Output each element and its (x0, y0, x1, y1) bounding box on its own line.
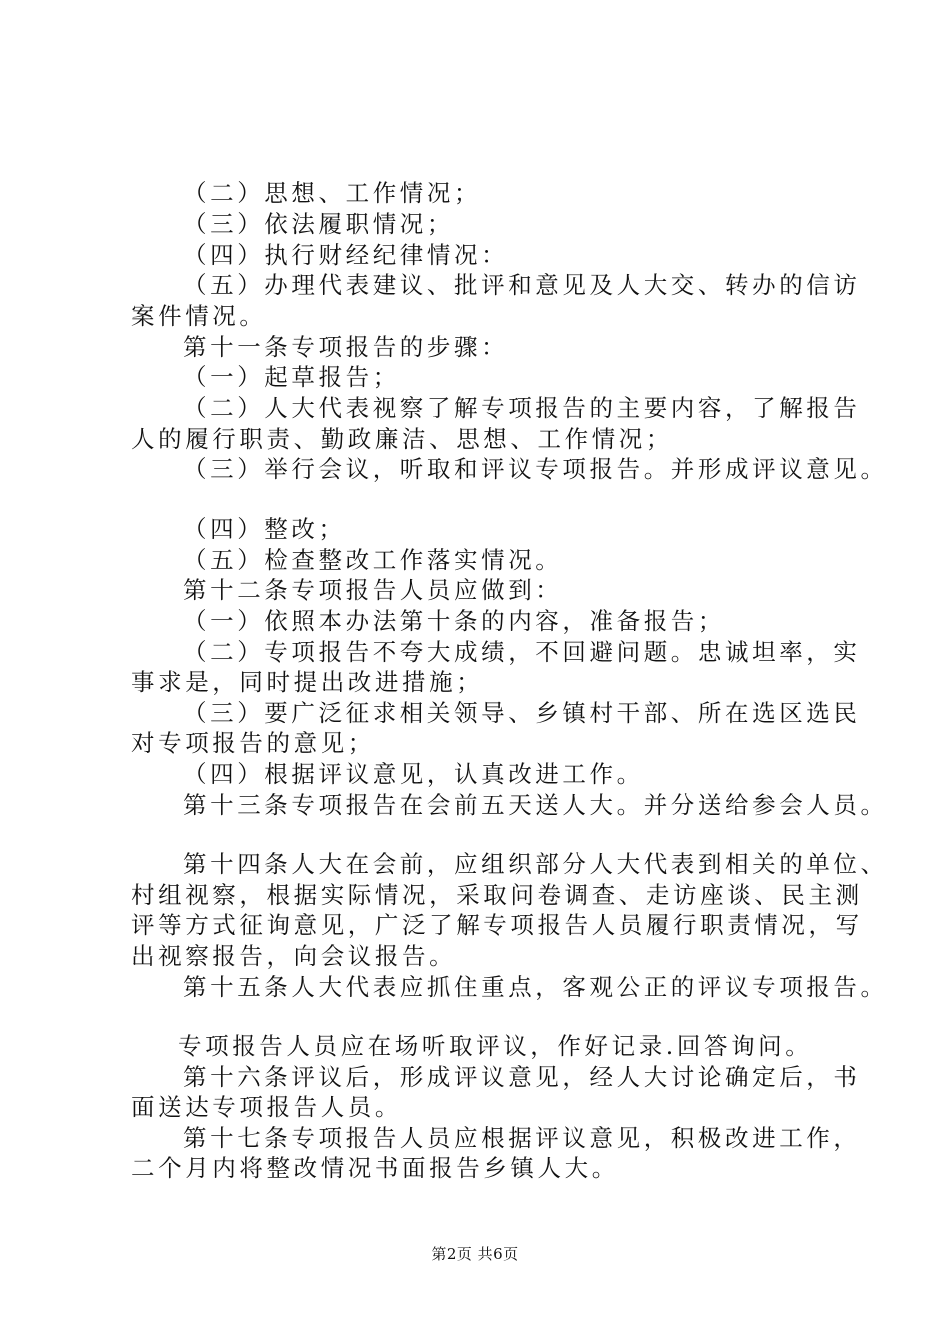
page-number-footer: 第2页 共6页 (431, 1245, 519, 1263)
text-line: 对专项报告的意见； (131, 729, 375, 757)
text-line: （四）根据评议意见，认真改进工作。 (183, 760, 644, 788)
text-line: 村组视察，根据实际情况，采取问卷调查、走访座谈、民主测 (131, 881, 863, 909)
text-line: （一）起草报告； (183, 363, 400, 391)
text-line: 第十二条专项报告人员应做到： (183, 576, 563, 604)
text-line: （二）思想、工作情况； (183, 179, 482, 207)
text-line: （三）要广泛征求相关领导、乡镇村干部、所在选区选民 (183, 699, 861, 727)
text-line: （五）办理代表建议、批评和意见及人大交、转办的信访 (183, 271, 861, 299)
text-line: （四）执行财经纪律情况： (183, 241, 509, 269)
text-line: 专项报告人员应在场听取评议，作好记录.回答询问。 (178, 1032, 813, 1060)
text-line: 事求是，同时提出改进措施； (131, 668, 484, 696)
text-line: 人的履行职责、勤政廉洁、思想、工作情况； (131, 425, 673, 453)
text-line: 第十五条人大代表应抓住重点，客观公正的评议专项报告。 (183, 973, 888, 1001)
text-line: 评等方式征询意见，广泛了解专项报告人员履行职责情况，写 (131, 911, 863, 939)
text-line: （三）举行会议，听取和评议专项报告。并形成评议意见。 (183, 455, 888, 483)
text-line: 出视察报告，向会议报告。 (131, 942, 457, 970)
text-line: 第十一条专项报告的步骤： (183, 333, 509, 361)
text-line: （四）整改； (183, 515, 346, 543)
text-line: （五）检查整改工作落实情况。 (183, 546, 563, 574)
text-line: 面送达专项报告人员。 (131, 1093, 402, 1121)
text-line: （二）人大代表视察了解专项报告的主要内容，了解报告 (183, 394, 861, 422)
text-line: 案件情况。 (131, 302, 267, 330)
text-line: （三）依法履职情况； (183, 210, 454, 238)
text-line: （二）专项报告不夸大成绩，不回避问题。忠诚坦率，实 (183, 638, 861, 666)
text-line: 第十六条评议后，形成评议意见，经人大讨论确定后，书 (183, 1063, 861, 1091)
text-line: （一）依照本办法第十条的内容，准备报告； (183, 607, 725, 635)
text-line: 第十四条人大在会前，应组织部分人大代表到相关的单位、 (183, 850, 888, 878)
text-line: 第十三条专项报告在会前五天送人大。并分送给参会人员。 (183, 791, 888, 819)
text-line: 二个月内将整改情况书面报告乡镇人大。 (131, 1154, 619, 1182)
text-line: 第十七条专项报告人员应根据评议意见，积极改进工作， (183, 1124, 861, 1152)
